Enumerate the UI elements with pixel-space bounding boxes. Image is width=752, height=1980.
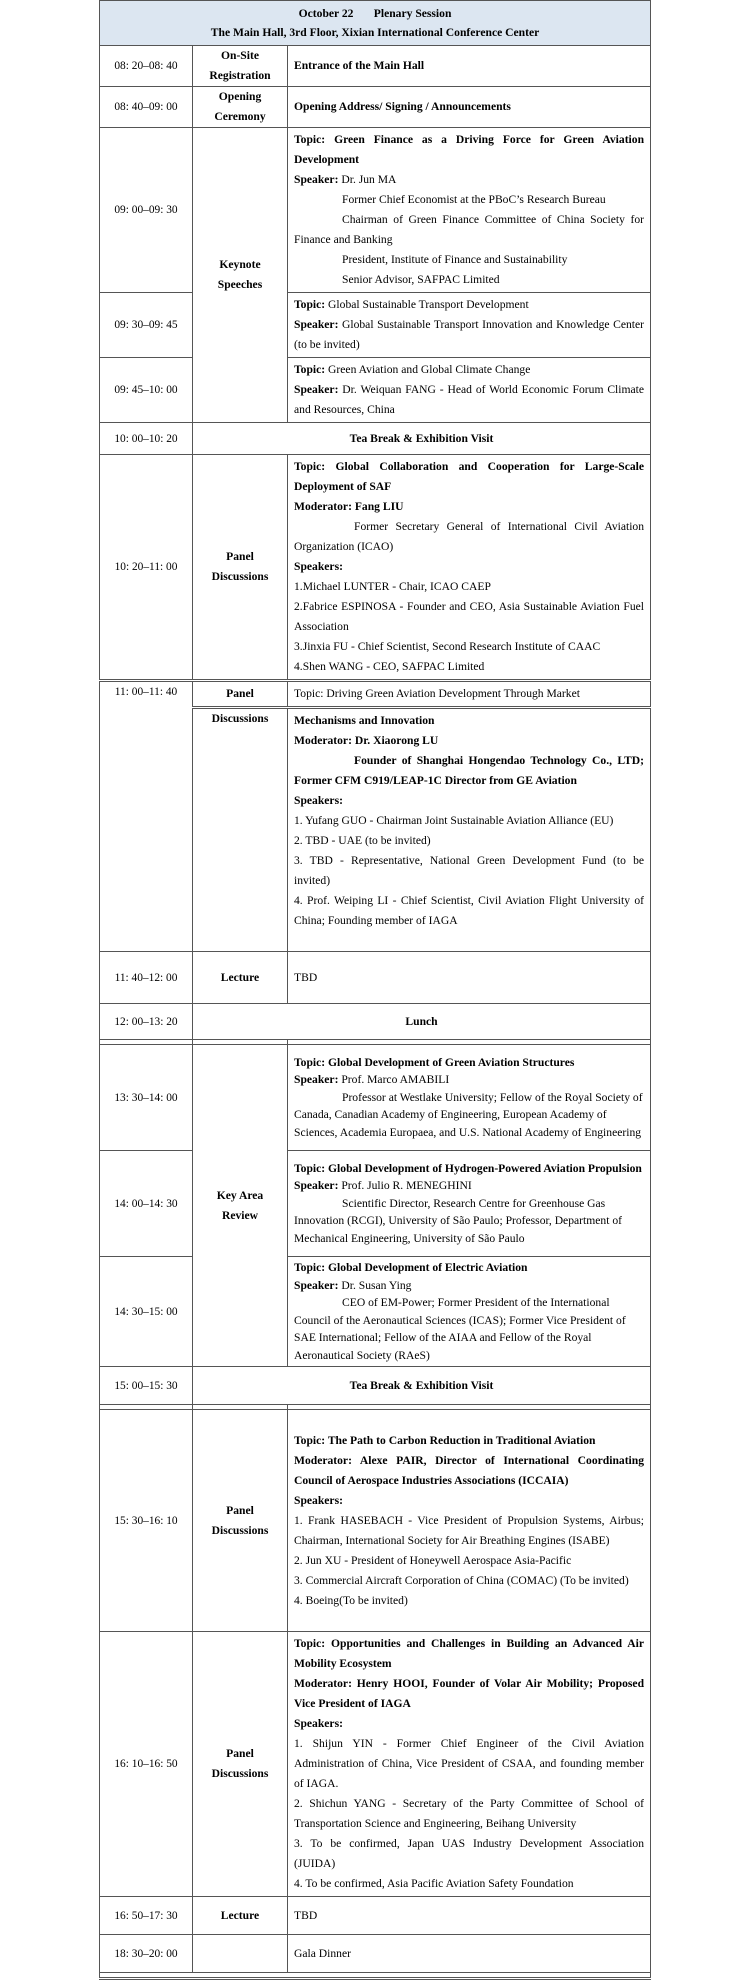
table-row bbox=[100, 128, 651, 293]
speaker-item: 1.Michael LUNTER - Chair, ICAO CAEP bbox=[294, 580, 491, 593]
session-cell bbox=[193, 1935, 288, 1973]
content-text: Entrance of the Main Hall bbox=[294, 59, 425, 72]
content-text: Opening Address/ Signing / Announcements bbox=[294, 100, 511, 113]
content-cell bbox=[288, 293, 651, 358]
content-cell bbox=[288, 87, 651, 128]
topic-text: Green Aviation and Global Climate Change bbox=[325, 363, 531, 376]
speaker-item: 2.Fabrice ESPINOSA - Founder and CEO, Asia Sustainable Aviation Fuel Association bbox=[294, 600, 645, 633]
session-cell: Keynote Speeches bbox=[193, 128, 288, 423]
time-cell: 15: 00–15: 30 bbox=[100, 1367, 193, 1405]
table-row bbox=[100, 1151, 651, 1257]
moderator-text: Moderator: Henry HOOI, Founder of Volar Air Mobility; Proposed Vice President of IAGA bbox=[294, 1677, 645, 1710]
content-cell bbox=[288, 1045, 651, 1151]
table-row bbox=[100, 46, 651, 87]
speakers-label: Speakers: bbox=[294, 1493, 343, 1507]
session-cell: Lecture bbox=[193, 1897, 288, 1935]
speakers-label: Speakers: bbox=[294, 794, 343, 807]
speaker-item: 4.Shen WANG - CEO, SAFPAC Limited bbox=[294, 660, 485, 673]
topic-text: Topic: Driving Green Aviation Development Through Market bbox=[288, 681, 651, 708]
content-cell: TBD bbox=[288, 1897, 651, 1935]
speaker-detail: President, Institute of Finance and Sustainability bbox=[342, 253, 568, 266]
time-cell: 16: 50–17: 30 bbox=[100, 1897, 193, 1935]
speaker-name: Global Sustainable Transport Innovation and Knowledge Center (to be invited) bbox=[294, 318, 645, 351]
speaker-item: 1. Yufang GUO - Chairman Joint Sustainable Aviation Alliance (EU) bbox=[294, 814, 614, 827]
speaker-label: Speaker: bbox=[294, 318, 339, 331]
speaker-detail: Former Chief Economist at the PBoC’s Research Bureau bbox=[342, 193, 606, 206]
session-cell: Opening Ceremony bbox=[193, 87, 288, 128]
topic-label: Topic: bbox=[294, 363, 326, 376]
moderator-detail: Founder of Shanghai Hongendao Technology Co., LTD; Former CFM C919/LEAP-1C Director from GE Aviation bbox=[294, 754, 645, 787]
time-cell: 08: 20–08: 40 bbox=[100, 46, 193, 87]
speaker-item: 4. Prof. Weiping LI - Chief Scientist, Civil Aviation Flight University of China; Founding member of IAGA bbox=[294, 894, 645, 927]
time-cell: 09: 45–10: 00 bbox=[100, 358, 193, 423]
speaker-item: 3. To be confirmed, Japan UAS Industry Development Association (JUIDA) bbox=[294, 1837, 645, 1870]
speaker-item: 3. TBD - Representative, National Green Development Fund (to be invited) bbox=[294, 854, 645, 887]
topic-text: Topic: Global Development of Electric Aviation bbox=[294, 1261, 528, 1274]
table-row bbox=[100, 1367, 651, 1405]
content-cell bbox=[288, 708, 651, 952]
time-cell: 10: 00–10: 20 bbox=[100, 423, 193, 455]
table-row bbox=[100, 1935, 651, 1973]
table-row bbox=[100, 293, 651, 358]
time-cell: 14: 00–14: 30 bbox=[100, 1151, 193, 1257]
session-cell: Key Area Review bbox=[193, 1045, 288, 1367]
content-cell bbox=[288, 46, 651, 87]
table-row bbox=[100, 1410, 651, 1632]
speaker-item: 1. Frank HASEBACH - Vice President of Propulsion Systems, Airbus; Chairman, International Society for Air Breathing Engines (ISABE) bbox=[294, 1513, 645, 1547]
topic-text: Topic: Green Finance as a Driving Force for Green Aviation Development bbox=[294, 133, 645, 166]
session-cell: Panel bbox=[193, 681, 288, 708]
time-cell: 12: 00–13: 20 bbox=[100, 1004, 193, 1040]
header-date: October 22 bbox=[298, 7, 354, 20]
speakers-label: Speakers: bbox=[294, 560, 343, 573]
agenda-header-row bbox=[100, 1, 651, 46]
speaker-label: Speaker: bbox=[294, 1278, 339, 1292]
table-row bbox=[100, 1257, 651, 1367]
time-cell: 10: 20–11: 00 bbox=[100, 455, 193, 681]
session-cell: Discussions bbox=[193, 708, 288, 952]
speaker-item: 4. Boeing(To be invited) bbox=[294, 1593, 408, 1607]
topic-text: Topic: The Path to Carbon Reduction in Traditional Aviation bbox=[294, 1433, 596, 1447]
table-row bbox=[100, 681, 651, 708]
speaker-label: Speaker: bbox=[294, 1073, 339, 1087]
speaker-detail: Senior Advisor, SAFPAC Limited bbox=[342, 273, 500, 286]
content-cell: Gala Dinner bbox=[288, 1935, 651, 1973]
moderator-text: Moderator: Fang LIU bbox=[294, 500, 404, 513]
break-cell: Lunch bbox=[193, 1004, 651, 1040]
speaker-item: 4. To be confirmed, Asia Pacific Aviation Safety Foundation bbox=[294, 1877, 574, 1890]
topic-text: Topic: Global Development of Hydrogen-Powered Aviation Propulsion bbox=[294, 1161, 642, 1175]
speaker-name: Dr. Susan Ying bbox=[338, 1278, 412, 1292]
break-cell: Tea Break & Exhibition Visit bbox=[193, 423, 651, 455]
speaker-detail: Professor at Westlake University; Fellow of the Royal Society of Canada, Canadian Academy of Engineering, European Academy of Sciences, Academia Europaea, and U.S. National Academy of Engineering bbox=[294, 1090, 643, 1139]
table-row bbox=[100, 1004, 651, 1040]
session-cell: Panel Discussions bbox=[193, 1632, 288, 1897]
topic-text: Mechanisms and Innovation bbox=[294, 714, 435, 727]
header-venue: The Main Hall, 3rd Floor, Xixian International Conference Center bbox=[210, 26, 540, 39]
speaker-item: 3.Jinxia FU - Chief Scientist, Second Research Institute of CAAC bbox=[294, 640, 601, 653]
table-row bbox=[100, 87, 651, 128]
speaker-item: 2. Shichun YANG - Secretary of the Party Committee of School of Transportation Science and Engineering, Beihang University bbox=[294, 1797, 645, 1830]
agenda-header-cell bbox=[100, 1, 651, 46]
speaker-name: Dr. Weiquan FANG - Head of World Economic Forum Climate and Resources, China bbox=[294, 383, 645, 416]
moderator-detail: Former Secretary General of International Civil Aviation Organization (ICAO) bbox=[294, 520, 645, 553]
table-row bbox=[100, 1045, 651, 1151]
content-cell bbox=[288, 455, 651, 681]
content-cell bbox=[288, 1632, 651, 1897]
time-cell: 14: 30–15: 00 bbox=[100, 1257, 193, 1367]
table-row bbox=[100, 455, 651, 681]
time-cell: 09: 00–09: 30 bbox=[100, 128, 193, 293]
speaker-detail: Chairman of Green Finance Committee of China Society for Finance and Banking bbox=[294, 213, 645, 246]
time-cell: 09: 30–09: 45 bbox=[100, 293, 193, 358]
speaker-item: 3. Commercial Aircraft Corporation of China (COMAC) (To be invited) bbox=[294, 1573, 629, 1587]
speaker-item: 2. TBD - UAE (to be invited) bbox=[294, 834, 431, 847]
session-cell: Panel Discussions bbox=[193, 1410, 288, 1632]
time-cell: 16: 10–16: 50 bbox=[100, 1632, 193, 1897]
content-cell: TBD bbox=[288, 952, 651, 1004]
speaker-item: 2. Jun XU - President of Honeywell Aerospace Asia-Pacific bbox=[294, 1553, 572, 1567]
break-cell: Tea Break & Exhibition Visit bbox=[193, 1367, 651, 1405]
topic-text: Global Sustainable Transport Development bbox=[325, 298, 529, 311]
content-cell bbox=[288, 358, 651, 423]
topic-text: Topic: Global Development of Green Aviation Structures bbox=[294, 1055, 575, 1069]
topic-text: Topic: Global Collaboration and Cooperation for Large-Scale Deployment of SAF bbox=[294, 460, 645, 493]
speaker-item: 1. Shijun YIN - Former Chief Engineer of the Civil Aviation Administration of China, Vice President of CSAA, and founding member of IAGA. bbox=[294, 1737, 645, 1790]
speaker-detail: CEO of EM-Power; Former President of the International Council of the Aeronautical Sciences (ICAS); Former Vice President of SAE International; Fellow of the AIAA and Fellow of the Royal Aeronautical Society (RAeS) bbox=[294, 1296, 626, 1362]
speaker-name: Prof. Julio R. MENEGHINI bbox=[338, 1179, 472, 1193]
agenda-table bbox=[99, 0, 651, 1980]
table-row bbox=[100, 423, 651, 455]
table-row bbox=[100, 1632, 651, 1897]
table-row bbox=[100, 952, 651, 1004]
speaker-label: Speaker: bbox=[294, 1179, 339, 1193]
session-cell: Lecture bbox=[193, 952, 288, 1004]
table-row bbox=[100, 358, 651, 423]
time-cell: 11: 40–12: 00 bbox=[100, 952, 193, 1004]
time-cell: 18: 30–20: 00 bbox=[100, 1935, 193, 1973]
speaker-name: Prof. Marco AMABILI bbox=[338, 1073, 450, 1087]
session-cell: On-Site Registration bbox=[193, 46, 288, 87]
speaker-name: Dr. Jun MA bbox=[338, 173, 397, 186]
time-cell: 15: 30–16: 10 bbox=[100, 1410, 193, 1632]
moderator-text: Moderator: Dr. Xiaorong LU bbox=[294, 734, 439, 747]
content-cell bbox=[288, 128, 651, 293]
time-cell: 13: 30–14: 00 bbox=[100, 1045, 193, 1151]
header-session: Plenary Session bbox=[373, 7, 452, 20]
speaker-detail: Scientific Director, Research Centre for Greenhouse Gas Innovation (RCGI), University of São Paulo; Professor, Department of Mechanical Engineering, University of São Paulo bbox=[294, 1196, 622, 1245]
speaker-label: Speaker: bbox=[294, 383, 339, 396]
session-cell: Panel Discussions bbox=[193, 455, 288, 681]
content-cell bbox=[288, 1151, 651, 1257]
topic-text: Topic: Opportunities and Challenges in Building an Advanced Air Mobility Ecosystem bbox=[294, 1637, 645, 1670]
speaker-label: Speaker: bbox=[294, 173, 339, 186]
content-cell bbox=[288, 1257, 651, 1367]
time-cell: 08: 40–09: 00 bbox=[100, 87, 193, 128]
content-cell bbox=[288, 1410, 651, 1632]
table-row bbox=[100, 1897, 651, 1935]
moderator-text: Moderator: Alexe PAIR, Director of International Coordinating Council of Aerospace Industries Associations (ICCAIA) bbox=[294, 1453, 645, 1487]
time-cell: 11: 00–11: 40 bbox=[100, 681, 193, 952]
topic-label: Topic: bbox=[294, 298, 326, 311]
speakers-label: Speakers: bbox=[294, 1717, 343, 1730]
table-row bbox=[100, 1973, 651, 1979]
